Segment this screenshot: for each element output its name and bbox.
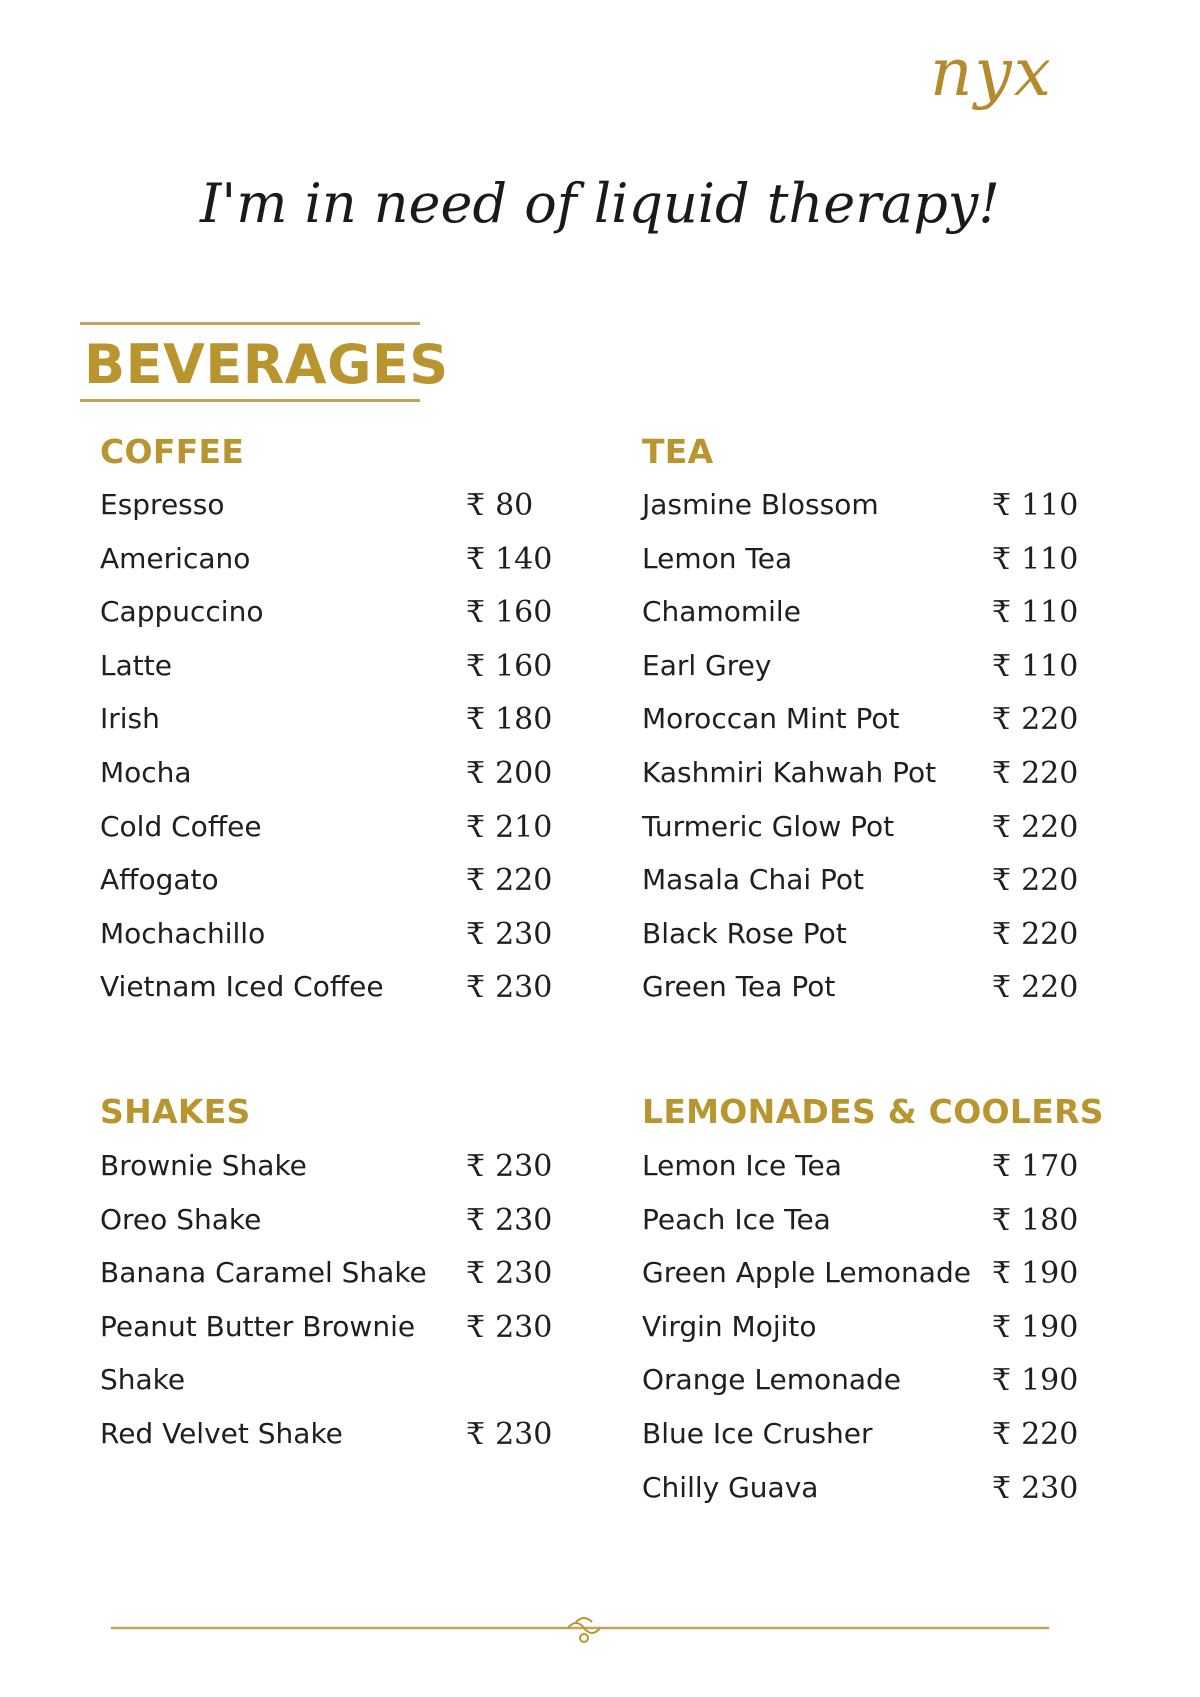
- item-name: Brownie Shake: [100, 1149, 307, 1182]
- item-price: [466, 1203, 552, 1238]
- price-value: 110: [1021, 541, 1079, 577]
- menu-item: [642, 1310, 1092, 1364]
- price-value: 230: [495, 1256, 553, 1292]
- currency-symbol: ₹: [466, 1309, 486, 1345]
- currency-symbol: ₹: [992, 1363, 1012, 1399]
- item-price: [992, 1363, 1078, 1398]
- currency-symbol: ₹: [466, 648, 486, 684]
- price-value: 190: [1021, 1256, 1079, 1292]
- item-name: Moroccan Mint Pot: [642, 702, 900, 736]
- currency-symbol: ₹: [466, 702, 486, 738]
- price-value: 220: [1021, 970, 1079, 1006]
- coffee-list: [100, 488, 560, 1024]
- item-name: Orange Lemonade: [642, 1363, 901, 1397]
- item-name: Virgin Mojito: [642, 1309, 817, 1343]
- menu-item: [100, 1310, 560, 1364]
- menu-item: [642, 970, 1092, 1024]
- price-value: 230: [495, 970, 553, 1006]
- item-price: [466, 863, 552, 898]
- currency-symbol: ₹: [992, 648, 1012, 684]
- currency-symbol: ₹: [992, 1416, 1012, 1452]
- item-price: [992, 595, 1078, 630]
- menu-item: [100, 756, 560, 810]
- currency-symbol: ₹: [992, 863, 1012, 899]
- item-price: [466, 1256, 552, 1291]
- price-value: 110: [1021, 595, 1079, 631]
- item-price: [992, 810, 1078, 845]
- price-value: 170: [1021, 1149, 1079, 1184]
- item-name: Green Apple Lemonade: [642, 1256, 971, 1290]
- menu-item: [100, 917, 560, 971]
- price-value: 200: [495, 755, 553, 791]
- price-value: 210: [495, 809, 553, 845]
- currency-symbol: ₹: [466, 1256, 486, 1292]
- currency-symbol: ₹: [992, 755, 1012, 791]
- item-price: [992, 756, 1078, 791]
- price-value: 180: [495, 702, 553, 738]
- price-value: 230: [495, 1416, 553, 1452]
- currency-symbol: ₹: [992, 541, 1012, 577]
- item-price: [992, 1149, 1078, 1184]
- currency-symbol: ₹: [992, 1470, 1012, 1506]
- category-title-lemonades: LEMONADES & COOLERS: [642, 1092, 1104, 1131]
- item-price: [992, 863, 1078, 898]
- item-price: [466, 756, 552, 791]
- price-value: 110: [1021, 648, 1079, 684]
- currency-symbol: ₹: [466, 488, 486, 523]
- currency-symbol: ₹: [992, 1309, 1012, 1345]
- menu-item: [100, 1417, 560, 1471]
- menu-item: [100, 1149, 560, 1203]
- menu-item: [100, 595, 560, 649]
- item-price: [992, 1203, 1078, 1238]
- menu-item: [642, 1471, 1092, 1525]
- item-price: [466, 1417, 552, 1452]
- item-name: Oreo Shake: [100, 1202, 262, 1236]
- item-name: Americano: [100, 541, 251, 575]
- item-name: Peanut Butter Brownie: [100, 1309, 416, 1343]
- section-title: BEVERAGES: [84, 333, 449, 396]
- item-name: Turmeric Glow Pot: [642, 809, 895, 843]
- item-price: [466, 488, 533, 523]
- logo-text: nyx: [930, 34, 1054, 111]
- currency-symbol: ₹: [992, 595, 1012, 631]
- menu-item: [100, 1203, 560, 1257]
- price-value: 230: [495, 1149, 553, 1184]
- menu-item: [642, 917, 1092, 971]
- price-value: 140: [495, 541, 553, 577]
- item-name: Chamomile: [642, 595, 801, 629]
- currency-symbol: ₹: [992, 1256, 1012, 1292]
- item-price: [466, 1310, 552, 1345]
- menu-item: [642, 542, 1092, 596]
- item-name: Cappuccino: [100, 595, 264, 629]
- price-value: 230: [495, 916, 553, 952]
- section-heading-box: [80, 322, 449, 402]
- item-price: [992, 649, 1078, 684]
- ornament-icon: [568, 1618, 600, 1642]
- item-name: Latte: [100, 648, 172, 682]
- currency-symbol: ₹: [466, 1416, 486, 1452]
- tea-list: [642, 488, 1092, 1024]
- currency-symbol: ₹: [466, 809, 486, 845]
- item-name: Red Velvet Shake: [100, 1416, 343, 1450]
- menu-item: [642, 1256, 1092, 1310]
- menu-item: [642, 1363, 1092, 1417]
- menu-item: [100, 1363, 560, 1417]
- item-price: [466, 649, 552, 684]
- currency-symbol: ₹: [466, 916, 486, 952]
- currency-symbol: ₹: [466, 970, 486, 1006]
- menu-item: [642, 863, 1092, 917]
- currency-symbol: ₹: [992, 970, 1012, 1006]
- price-value: 220: [1021, 863, 1079, 899]
- item-name: Vietnam Iced Coffee: [100, 970, 384, 1004]
- price-value: 220: [1021, 702, 1079, 738]
- price-value: 220: [495, 863, 553, 899]
- item-price: [992, 1471, 1078, 1506]
- price-value: 220: [1021, 916, 1079, 952]
- item-price: [466, 542, 552, 577]
- price-value: 230: [495, 1309, 553, 1345]
- item-price: [992, 1256, 1078, 1291]
- item-price: [992, 970, 1078, 1005]
- item-price: [992, 917, 1078, 952]
- currency-symbol: ₹: [992, 809, 1012, 845]
- currency-symbol: ₹: [466, 863, 486, 899]
- currency-symbol: ₹: [992, 488, 1012, 523]
- item-price: [992, 1417, 1078, 1452]
- item-price: [992, 1310, 1078, 1345]
- item-price: [992, 542, 1078, 577]
- item-price: [466, 970, 552, 1005]
- price-value: 190: [1021, 1309, 1079, 1345]
- item-name: Earl Grey: [642, 648, 772, 682]
- menu-item: [100, 649, 560, 703]
- item-name: Masala Chai Pot: [642, 863, 865, 897]
- menu-item: [642, 756, 1092, 810]
- category-title-shakes: SHAKES: [100, 1092, 251, 1131]
- item-price: [466, 1149, 552, 1184]
- currency-symbol: ₹: [992, 916, 1012, 952]
- menu-item: [642, 595, 1092, 649]
- item-name: Black Rose Pot: [642, 916, 847, 950]
- item-name: Irish: [100, 702, 160, 736]
- item-name: Espresso: [100, 488, 225, 521]
- menu-item: [642, 810, 1092, 864]
- price-value: 220: [1021, 755, 1079, 791]
- price-value: 160: [495, 595, 553, 631]
- item-name: Lemon Tea: [642, 541, 793, 575]
- lemonades-list: [642, 1149, 1092, 1524]
- category-title-coffee: COFFEE: [100, 432, 245, 471]
- item-price: [466, 917, 552, 952]
- price-value: 220: [1021, 1416, 1079, 1452]
- item-name: Chilly Guava: [642, 1470, 819, 1504]
- price-value: 160: [495, 648, 553, 684]
- item-name: Mocha: [100, 755, 192, 789]
- shakes-list: [100, 1149, 560, 1471]
- price-value: 190: [1021, 1363, 1079, 1399]
- currency-symbol: ₹: [466, 541, 486, 577]
- menu-item: [100, 970, 560, 1024]
- item-name: Peach Ice Tea: [642, 1202, 831, 1236]
- currency-symbol: ₹: [466, 755, 486, 791]
- item-name: Jasmine Blossom: [642, 488, 879, 521]
- menu-item: [642, 488, 1092, 542]
- price-value: 220: [1021, 809, 1079, 845]
- item-name: Mochachillo: [100, 916, 266, 950]
- item-name: Affogato: [100, 863, 219, 897]
- item-name: Kashmiri Kahwah Pot: [642, 755, 937, 789]
- tagline: I'm in need of liquid therapy!: [200, 172, 1000, 235]
- currency-symbol: ₹: [466, 595, 486, 631]
- menu-item: [100, 542, 560, 596]
- menu-item: [642, 702, 1092, 756]
- item-price: [992, 702, 1078, 737]
- item-price: [466, 702, 552, 737]
- menu-item: [642, 1417, 1092, 1471]
- currency-symbol: ₹: [992, 1149, 1012, 1184]
- item-name: Blue Ice Crusher: [642, 1416, 873, 1450]
- item-price: [466, 595, 552, 630]
- currency-symbol: ₹: [992, 702, 1012, 738]
- footer-divider: [0, 1610, 1200, 1650]
- menu-item: [100, 810, 560, 864]
- menu-item: [100, 1256, 560, 1310]
- item-price: [992, 488, 1078, 523]
- currency-symbol: ₹: [466, 1149, 486, 1184]
- price-value: 230: [1021, 1470, 1079, 1506]
- price-value: 230: [495, 1202, 553, 1238]
- item-name: Green Tea Pot: [642, 970, 836, 1004]
- item-name: Cold Coffee: [100, 809, 262, 843]
- menu-item: [642, 649, 1092, 703]
- price-value: 180: [1021, 1202, 1079, 1238]
- price-value: 110: [1021, 488, 1079, 523]
- currency-symbol: ₹: [992, 1202, 1012, 1238]
- currency-symbol: ₹: [466, 1202, 486, 1238]
- menu-item: [100, 702, 560, 756]
- menu-item: [100, 863, 560, 917]
- item-name: Lemon Ice Tea: [642, 1149, 842, 1182]
- category-title-tea: TEA: [642, 432, 714, 471]
- item-name: Banana Caramel Shake: [100, 1256, 427, 1290]
- brand-logo: [930, 34, 1130, 164]
- menu-item: [100, 488, 560, 542]
- menu-item: [642, 1149, 1092, 1203]
- item-price: [466, 810, 552, 845]
- menu-item: [642, 1203, 1092, 1257]
- price-value: 80: [495, 488, 534, 523]
- item-name: Shake: [100, 1363, 186, 1397]
